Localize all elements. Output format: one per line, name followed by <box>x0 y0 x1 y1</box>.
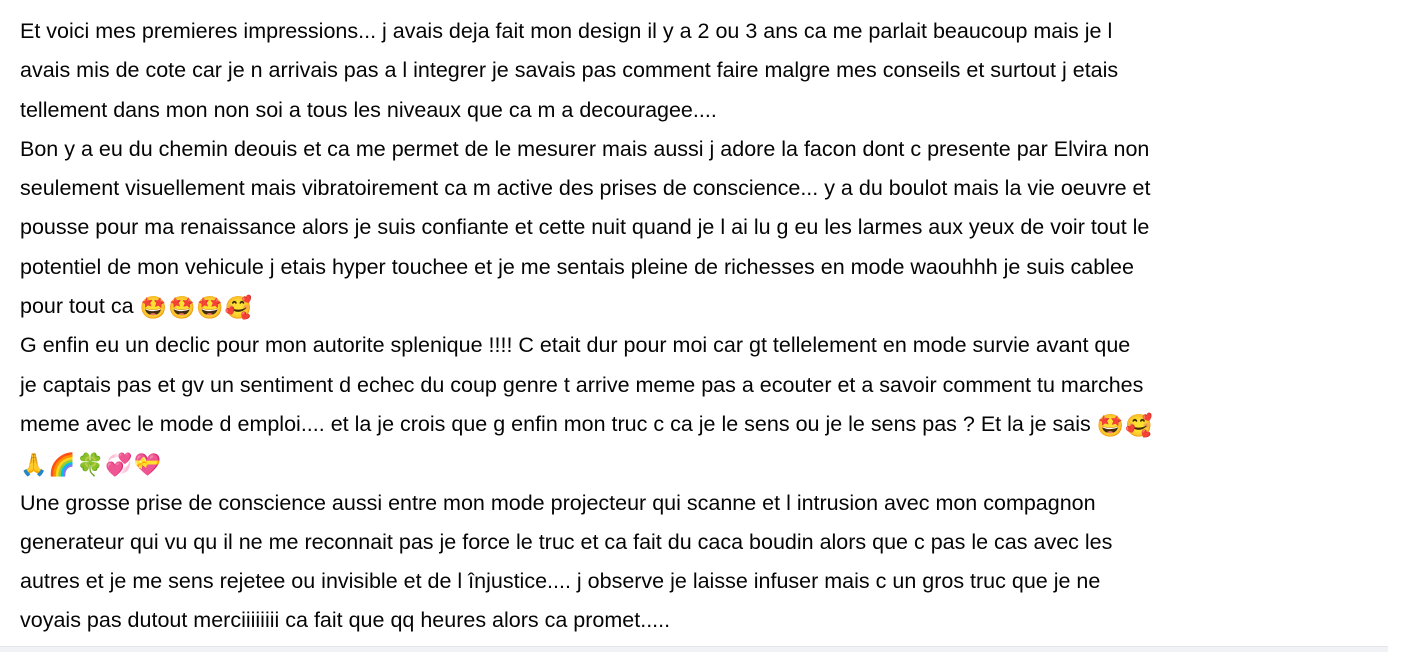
post-text <box>20 12 1400 641</box>
post-line-with-emoji <box>20 287 1400 326</box>
post-line: pousse pour ma renaissance alors je suis confiante et cette nuit quand je l ai lu g eu les larmes aux yeux de voir tout le <box>20 215 1150 240</box>
heart-with-ribbon-emoji-icon: 💝 <box>133 452 162 478</box>
post-line: generateur qui vu qu il ne me reconnait pas je force le truc et ca fait du caca boudin alors que c pas le cas avec les <box>20 529 1113 554</box>
post-line: G enfin eu un declic pour mon autorite splenique !!!! C etait dur pour moi car gt tellelement en mode survie avant que <box>20 333 1131 358</box>
folded-hands-emoji-icon: 🙏 <box>20 452 48 478</box>
post-line: autres et je me sens rejetee ou invisible et de l înjustice.... j observe je laisse infuser mais c un gros truc que je ne <box>20 569 1101 594</box>
rainbow-emoji-icon: 🌈 <box>48 452 76 478</box>
post-line-emoji-only <box>20 444 1400 483</box>
post-line-text: meme avec le mode d emploi.... et la je crois que g enfin mon truc c ca je le sens ou je le sens pas ? Et la je sais <box>20 411 1097 436</box>
four-leaf-clover-emoji-icon: 🍀 <box>76 452 105 478</box>
star-struck-emoji-icon: 🤩 <box>196 295 224 321</box>
star-struck-emoji-icon: 🤩 <box>1096 412 1125 438</box>
post-line: voyais pas dutout merciiiiiiii ca fait que qq heures alors ca promet..... <box>20 608 671 633</box>
smiling-face-with-hearts-emoji-icon: 🥰 <box>224 295 253 321</box>
post-line: potentiel de mon vehicule j etais hyper touchee et je me sentais pleine de richesses en mode waouhhh je suis cablee <box>20 254 1134 279</box>
post-line: seulement visuellement mais vibratoirement ca m active des prises de conscience... y a du boulot mais la vie oeuvre et <box>20 176 1151 201</box>
star-struck-emoji-icon: 🤩 <box>139 295 167 321</box>
post-line: avais mis de cote car je n arrivais pas a l integrer je savais pas comment faire malgre mes conseils et surtout j etais <box>20 58 1119 83</box>
post-line: Bon y a eu du chemin deouis et ca me permet de le mesurer mais aussi j adore la facon dont c presente par Elvira non <box>20 136 1150 161</box>
post-line: je captais pas et gv un sentiment d echec du coup genre t arrive meme pas a ecouter et a savoir comment tu marches <box>20 372 1144 397</box>
post-divider <box>0 646 1388 652</box>
post-line: Une grosse prise de conscience aussi entre mon mode projecteur qui scanne et l intrusion avec mon compagnon <box>20 490 1096 515</box>
post-line: tellement dans mon non soi a tous les niveaux que ca m a decouragee.... <box>20 97 717 122</box>
post-line: Et voici mes premieres impressions... j avais deja fait mon design il y a 2 ou 3 ans ca me parlait beaucoup mais je l <box>20 19 1113 43</box>
smiling-face-with-hearts-emoji-icon: 🥰 <box>1125 412 1153 438</box>
star-struck-emoji-icon: 🤩 <box>167 295 196 321</box>
post-line-with-emoji <box>20 405 1400 444</box>
revolving-hearts-emoji-icon: 💞 <box>105 452 133 478</box>
post-line-text: pour tout ca <box>20 294 140 319</box>
